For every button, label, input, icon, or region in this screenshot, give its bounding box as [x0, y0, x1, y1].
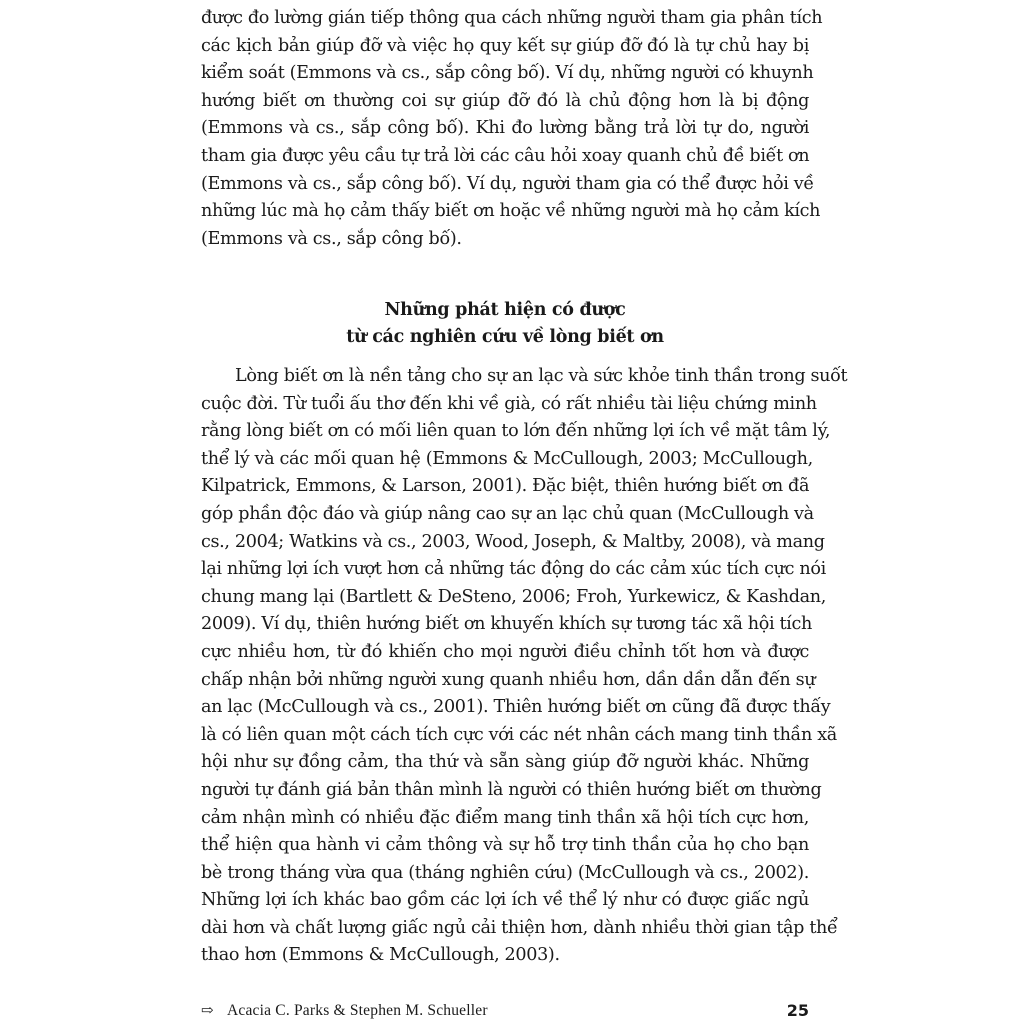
page-number: 25	[786, 1001, 809, 1020]
text-line: cuộc đời. Từ tuổi ấu thơ đến khi về già, có rất nhiều tài liệu chứng minh	[201, 393, 817, 414]
footer-authors: Acacia C. Parks & Stephen M. Schueller	[227, 1002, 488, 1019]
text-line: hướng biết ơn thường coi sự giúp đỡ đó là chủ động hơn là bị động	[201, 90, 809, 111]
page-footer	[201, 1000, 809, 1022]
text-line: người tự đánh giá bản thân mình là người có thiên hướng biết ơn thường	[201, 779, 822, 800]
text-line: bè trong tháng vừa qua (tháng nghiên cứu) (McCullough và cs., 2002).	[201, 862, 809, 883]
text-line: thể lý và các mối quan hệ (Emmons & McCullough, 2003; McCullough,	[201, 448, 813, 469]
paragraph-measurement	[201, 5, 823, 253]
text-line: (Emmons và cs., sắp công bố). Khi đo lường bằng trả lời tự do, người	[201, 118, 809, 139]
text-line: cực nhiều hơn, từ đó khiến cho mọi người điều chỉnh tốt hơn và được	[201, 641, 809, 662]
text-line: kiểm soát (Emmons và cs., sắp công bố). Ví dụ, những người có khuynh	[201, 63, 814, 84]
text-line: Những lợi ích khác bao gồm các lợi ích về thể lý như có được giấc ngủ	[201, 890, 809, 911]
heading-line: từ các nghiên cứu về lòng biết ơn	[346, 327, 664, 347]
text-line: thao hơn (Emmons & McCullough, 2003).	[201, 945, 560, 966]
text-line: thể hiện qua hành vi cảm thông và sự hỗ trợ tinh thần của họ cho bạn	[201, 835, 809, 856]
text-line: (Emmons và cs., sắp công bố).	[201, 228, 462, 249]
arrow-right-icon: ⇨	[201, 1003, 214, 1019]
section-heading	[201, 297, 809, 351]
text-line: dài hơn và chất lượng giấc ngủ cải thiện hơn, dành nhiều thời gian tập thể	[201, 917, 838, 938]
text-line: an lạc (McCullough và cs., 2001). Thiên hướng biết ơn cũng đã được thấy	[201, 697, 831, 718]
text-line: chấp nhận bởi những người xung quanh nhiều hơn, dần dần dẫn đến sự	[201, 669, 816, 690]
text-line: Kilpatrick, Emmons, & Larson, 2001). Đặc biệt, thiên hướng biết ơn đã	[201, 476, 810, 497]
text-line: (Emmons và cs., sắp công bố). Ví dụ, người tham gia có thể được hỏi về	[201, 173, 814, 194]
text-line: là có liên quan một cách tích cực với các nét nhân cách mang tinh thần xã	[201, 724, 837, 745]
text-line: chung mang lại (Bartlett & DeSteno, 2006; Froh, Yurkewicz, & Kashdan,	[201, 586, 827, 607]
text-line: những lúc mà họ cảm thấy biết ơn hoặc về những người mà họ cảm kích	[201, 201, 821, 222]
text-line: hội như sự đồng cảm, tha thứ và sẵn sàng giúp đỡ người khác. Những	[201, 752, 809, 773]
text-line: Lòng biết ơn là nền tảng cho sự an lạc và sức khỏe tinh thần trong suốt	[235, 366, 848, 386]
text-line: cảm nhận mình có nhiều đặc điểm mang tinh thần xã hội tích cực hơn,	[201, 807, 809, 828]
text-line: rằng lòng biết ơn có mối liên quan to lớn đến những lợi ích về mặt tâm lý,	[201, 421, 831, 442]
text-line: các kịch bản giúp đỡ và việc họ quy kết sự giúp đỡ đó là tự chủ hay bị	[201, 35, 809, 56]
heading-line: Những phát hiện có được	[384, 300, 626, 320]
text-line: lại những lợi ích vượt hơn cả những tác động do các cảm xúc tích cực nói	[201, 559, 826, 580]
text-line: tham gia được yêu cầu tự trả lời các câu hỏi xoay quanh chủ đề biết ơn	[201, 145, 810, 166]
text-line: 2009). Ví dụ, thiên hướng biết ơn khuyến khích sự tương tác xã hội tích	[201, 614, 812, 635]
text-line: góp phần độc đáo và giúp nâng cao sự an lạc chủ quan (McCullough và	[201, 503, 814, 524]
paragraph-findings	[201, 363, 848, 970]
text-line: được đo lường gián tiếp thông qua cách những người tham gia phân tích	[201, 8, 823, 28]
text-line: cs., 2004; Watkins và cs., 2003, Wood, Joseph, & Maltby, 2008), và mang	[201, 531, 825, 552]
